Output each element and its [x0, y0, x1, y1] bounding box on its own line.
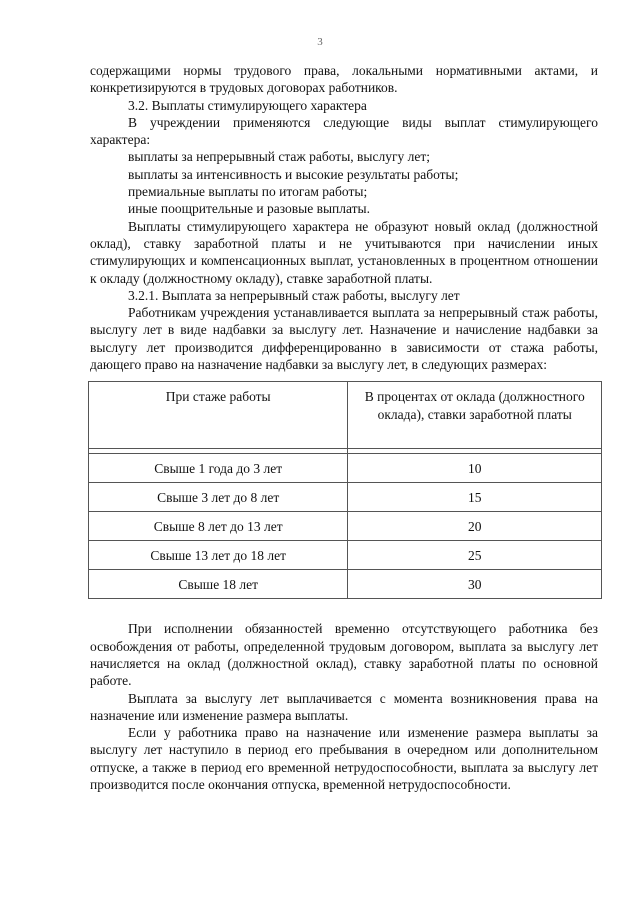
table-row	[89, 541, 602, 570]
table-cell-percent: 15	[348, 483, 602, 512]
list-item: премиальные выплаты по итогам работы;	[128, 184, 368, 200]
paragraph-continuation: содержащими нормы трудового права, локальными нормативными актами, и конкретизируются в трудовых договорах работников.	[90, 63, 598, 96]
table-row	[89, 454, 602, 483]
paragraph-seniority-bonus: Работникам учреждения устанавливается выплата за непрерывный стаж работы, выслугу лет в виде надбавки за выслугу лет. Назначение и начисление надбавки за выслугу лет производится дифференцированно в зависимости от стажа работы, дающего право на назначение надбавки за выслугу лет, в следующих размерах:	[90, 305, 598, 373]
table-row	[89, 570, 602, 599]
page-number: 3	[317, 36, 323, 48]
list-item: выплаты за непрерывный стаж работы, выслугу лет;	[128, 149, 430, 165]
section-heading-3-2: 3.2. Выплаты стимулирующего характера	[128, 97, 367, 113]
list-item: выплаты за интенсивность и высокие результаты работы;	[128, 166, 459, 182]
paragraph-types-intro: В учреждении применяются следующие виды выплат стимулирующего характера:	[90, 114, 598, 148]
table-cell-seniority: Свыше 18 лет	[89, 570, 348, 599]
table-cell-seniority: Свыше 3 лет до 8 лет	[89, 483, 348, 512]
table-cell-percent: 20	[348, 512, 602, 541]
paragraph-payment-start: Выплата за выслугу лет выплачивается с момента возникновения права на назначение или изменение размера выплаты.	[90, 690, 598, 723]
paragraph-temporary-duties: При исполнении обязанностей временно отсутствующего работника без освобождения от работы, определенной трудовым договором, выплата за выслугу лет начисляется на оклад (должностной оклад), ставку заработной платы по основной работе.	[90, 621, 598, 689]
section-heading-3-2-1: 3.2.1. Выплата за непрерывный стаж работы, выслугу лет	[128, 287, 460, 303]
paragraph-no-new-salary: Выплаты стимулирующего характера не образуют новый оклад (должностной оклад), ставку заработной платы и не учитываются при начислении иных стимулирующих и компенсационных выплат, установленных в процентном отношении к окладу (должностному окладу), ставке заработной платы.	[90, 218, 598, 286]
table-cell-seniority: Свыше 8 лет до 13 лет	[89, 512, 348, 541]
seniority-table	[88, 381, 602, 599]
table-cell-seniority: Свыше 13 лет до 18 лет	[89, 541, 348, 570]
table-header-cell: При стаже работы	[89, 382, 348, 449]
table-cell-percent: 10	[348, 454, 602, 483]
table-cell-percent: 30	[348, 570, 602, 599]
table-cell-percent: 25	[348, 541, 602, 570]
table-cell-seniority: Свыше 1 года до 3 лет	[89, 454, 348, 483]
paragraph-vacation-case: Если у работника право на назначение или изменение размера выплаты за выслугу лет наступило в период его пребывания в очередном или дополнительном отпуске, а также в период его временной нетрудоспособности, выплата за выслугу лет производится после окончания отпуска, временной нетрудоспособности.	[90, 725, 598, 793]
document-body	[90, 62, 598, 793]
table-row	[89, 512, 602, 541]
table-row	[89, 483, 602, 512]
table-header-cell: В процентах от оклада (должностного оклада), ставки заработной платы	[348, 382, 602, 449]
list-item: иные поощрительные и разовые выплаты.	[128, 201, 370, 217]
